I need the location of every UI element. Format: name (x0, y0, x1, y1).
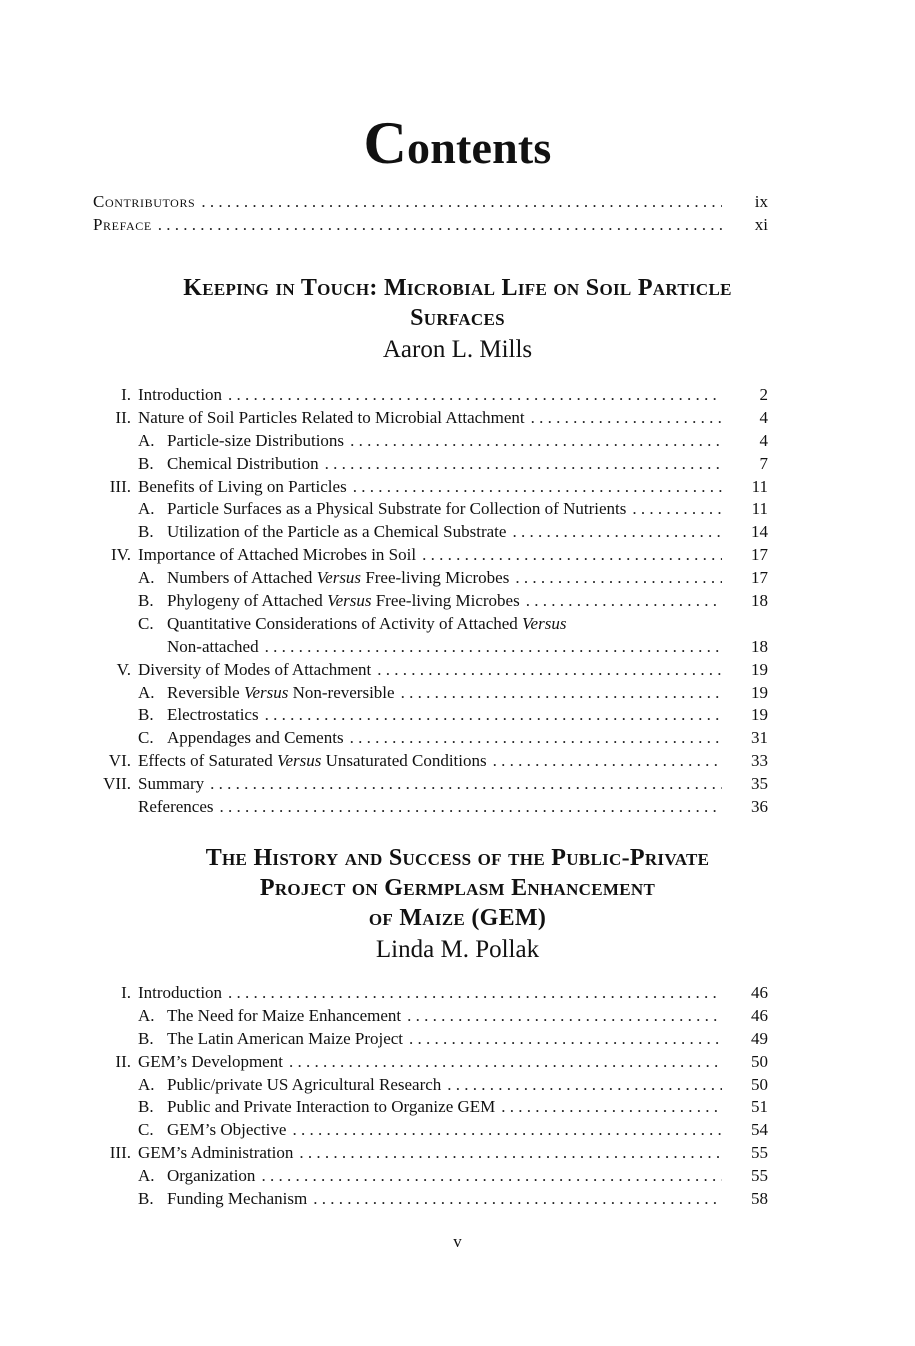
toc-entry[interactable] (100, 477, 768, 500)
toc-section-number: V. (116, 659, 131, 679)
toc-entry-title (138, 983, 222, 1003)
toc-entry[interactable] (100, 1075, 768, 1098)
dot-leader (531, 408, 722, 428)
toc-subsection-letter: B. (138, 591, 154, 611)
toc-entry-title (167, 1189, 307, 1209)
toc-entry-text: Appendages and Cements (167, 728, 344, 748)
toc-page-number: 2 (759, 385, 768, 404)
toc-entry-text: Quantitative Considerations of Activity of Attached (167, 613, 523, 633)
toc-entry-title (167, 1029, 403, 1049)
page-title (0, 108, 915, 183)
toc-section-number: III. (109, 476, 131, 496)
toc-entry-text: The Latin American Maize Project (167, 1028, 404, 1048)
toc-entry[interactable] (100, 683, 768, 706)
toc-entry[interactable] (100, 1006, 768, 1029)
toc-entry-text: Electrostatics (167, 705, 259, 725)
toc-entry-title (138, 477, 347, 497)
toc-entry[interactable] (100, 568, 768, 591)
toc-entry-text: Particle Surfaces as a Physical Substrate for Collection of Nutrients (167, 499, 627, 519)
toc-page-number: 58 (751, 1189, 768, 1209)
toc-entry-title (167, 499, 626, 519)
toc-entry-text: Free-living Microbes (371, 591, 520, 611)
toc-page-number: 54 (751, 1120, 768, 1140)
toc-entry[interactable] (100, 408, 768, 431)
toc-entry[interactable] (100, 454, 768, 477)
toc-subsection-letter: C. (138, 1120, 154, 1140)
toc-page-number: 51 (751, 1097, 768, 1117)
toc-subsection-letter: C. (138, 613, 154, 633)
toc-entry[interactable] (100, 1052, 768, 1075)
toc-entry-label: Preface (93, 215, 152, 234)
toc-entry-text: Non-reversible (288, 682, 395, 702)
toc-entry-title (167, 1075, 441, 1095)
toc-entry-italic: Versus (316, 568, 362, 588)
toc-entry-title (167, 1006, 401, 1026)
toc-entry-text: References (138, 797, 214, 817)
toc-section-number: II. (115, 1051, 131, 1071)
toc-page-number: 11 (751, 499, 768, 519)
toc-entry-title (138, 1143, 293, 1163)
toc-entry-title (138, 751, 487, 771)
toc-page-number: 46 (751, 1005, 768, 1025)
toc-subsection-letter: B. (138, 453, 154, 473)
toc-entry-title (167, 614, 566, 634)
toc-entry-text: Phylogeny of Attached (167, 591, 328, 611)
toc-page-number: 11 (751, 476, 768, 496)
toc-entry-text: Organization (167, 1166, 256, 1186)
toc-entry-text: Public and Private Interaction to Organize GEM (167, 1097, 496, 1117)
toc-subsection-letter: A. (138, 1166, 155, 1186)
dot-leader (228, 983, 722, 1003)
toc-entry-text: Funding Mechanism (167, 1189, 308, 1209)
toc-entry[interactable] (100, 1143, 768, 1166)
toc-section-number: VI. (108, 751, 131, 771)
toc-page-number: 17 (751, 545, 768, 565)
toc-entry[interactable] (100, 431, 768, 454)
toc-section-number: II. (115, 407, 131, 427)
dot-leader (299, 1143, 722, 1163)
dot-leader (493, 751, 722, 771)
toc-subsection-letter: B. (138, 1189, 154, 1209)
toc-page-number: 19 (751, 659, 768, 679)
toc-page-number: 50 (751, 1074, 768, 1094)
dot-leader (353, 477, 722, 497)
toc-entry-text: Utilization of the Particle as a Chemical Substrate (167, 522, 507, 542)
dot-leader (313, 1189, 722, 1209)
toc-page-number: 14 (751, 522, 768, 542)
toc-subsection-letter: B. (138, 1028, 154, 1048)
chapter-title-line: Keeping in Touch: Microbial Life on Soil Particle (183, 275, 732, 301)
toc-entry-text: Non-attached (167, 636, 259, 656)
dot-leader (377, 660, 722, 680)
toc-entry-title (167, 431, 344, 451)
page-folio: v (453, 1232, 462, 1251)
toc-subsection-letter: C. (138, 728, 154, 748)
toc-page-number: 4 (759, 430, 768, 450)
dot-leader (422, 545, 722, 565)
toc-entry-text: Importance of Attached Microbes in Soil (138, 545, 417, 565)
dot-leader (325, 454, 722, 474)
toc-subsection-letter: B. (138, 522, 154, 542)
dot-leader (409, 1029, 722, 1049)
dot-leader (261, 1166, 722, 1186)
toc-page-number: 55 (751, 1143, 768, 1163)
toc-entry-title (167, 454, 319, 474)
toc-entry[interactable] (100, 983, 768, 1006)
toc-entry[interactable] (100, 637, 768, 660)
dot-leader (407, 1006, 722, 1026)
toc-entry[interactable] (100, 522, 768, 545)
toc-entry-italic: Versus (243, 682, 289, 702)
toc-page-number: ix (754, 192, 768, 211)
toc-entry-text: GEM’s Objective (167, 1120, 287, 1140)
toc-entry[interactable] (100, 1166, 768, 1189)
toc-entry-text: Introduction (138, 385, 223, 404)
toc-entry-title (167, 568, 509, 588)
dot-leader (632, 499, 722, 519)
toc-entry-text: GEM’s Development (138, 1051, 283, 1071)
toc-entry-title (167, 683, 395, 703)
toc-subsection-letter: A. (138, 682, 155, 702)
dot-leader (350, 728, 722, 748)
toc-page-number: 31 (751, 728, 768, 748)
toc-entry[interactable] (100, 660, 768, 683)
toc-subsection-letter: A. (138, 1005, 155, 1025)
toc-page-number: 50 (751, 1051, 768, 1071)
toc-entry[interactable] (100, 1189, 768, 1212)
chapter-2-heading (0, 843, 915, 967)
toc-page-number: 7 (759, 453, 768, 473)
toc-page-number: 35 (751, 774, 768, 794)
toc-subsection-letter: A. (138, 499, 155, 519)
toc-entry[interactable] (100, 705, 768, 728)
toc-page-number: 18 (751, 591, 768, 611)
dot-leader (515, 568, 722, 588)
toc-entry-title (138, 774, 204, 794)
toc-entry-italic: Versus (276, 751, 322, 771)
toc-entry[interactable] (100, 1029, 768, 1052)
toc-section-number: III. (109, 1143, 131, 1163)
title-rest: ontents (407, 122, 552, 173)
toc-entry-title (167, 1097, 495, 1117)
toc-entry-italic: Versus (327, 591, 372, 611)
toc-section-number: I. (121, 385, 131, 404)
toc-page-number: 4 (759, 407, 768, 427)
toc-entry-title (167, 728, 344, 748)
toc-entry[interactable] (100, 797, 768, 820)
dot-leader (292, 1120, 722, 1140)
toc-entry-preface[interactable] (93, 215, 768, 238)
toc-entry-contributors[interactable] (93, 192, 768, 215)
front-matter-list (93, 192, 768, 238)
toc-entry-title (167, 637, 259, 657)
toc-entry[interactable] (100, 591, 768, 614)
dot-leader (501, 1097, 722, 1117)
toc-entry-title (138, 797, 214, 817)
toc-entry-text: Benefits of Living on Particles (138, 476, 347, 496)
chapter-1-title[interactable] (78, 273, 838, 333)
chapter-title-line: Project on Germplasm Enhancement (259, 875, 656, 901)
toc-entry-title (138, 408, 525, 428)
dot-leader (265, 637, 722, 657)
title-initial: C (363, 110, 407, 176)
dot-leader (350, 431, 722, 451)
toc-entry-text: Diversity of Modes of Attachment (138, 659, 372, 679)
toc-entry-title (167, 591, 520, 611)
dot-leader (526, 591, 722, 611)
toc-subsection-letter: B. (138, 705, 154, 725)
toc-entry-title (138, 660, 371, 680)
toc-entry-text: Unsaturated Conditions (321, 751, 487, 771)
dot-leader (201, 192, 722, 212)
toc-entry[interactable] (100, 1120, 768, 1143)
dot-leader (265, 705, 722, 725)
chapter-1-heading (0, 273, 915, 367)
toc-entry-text: Summary (138, 774, 205, 794)
toc-entry-title (138, 1052, 283, 1072)
chapter-1-toc (100, 385, 768, 820)
toc-entry-title (167, 522, 506, 542)
dot-leader (512, 522, 722, 542)
toc-page-number: 19 (751, 682, 768, 702)
toc-entry-text: GEM’s Administration (138, 1143, 294, 1163)
toc-entry[interactable] (100, 1097, 768, 1120)
toc-entry-text: Particle-size Distributions (167, 430, 345, 450)
dot-leader (447, 1075, 722, 1095)
toc-subsection-letter: B. (138, 1097, 154, 1117)
toc-entry-text: Numbers of Attached (167, 568, 317, 588)
toc-section-number: IV. (111, 545, 131, 565)
toc-page-number: 19 (751, 705, 768, 725)
toc-entry-italic: Versus (522, 613, 567, 633)
toc-entry[interactable] (100, 499, 768, 522)
toc-entry[interactable] (100, 385, 768, 408)
toc-entry-text: Reversible (167, 682, 244, 702)
dot-leader (210, 774, 722, 794)
toc-entry[interactable] (100, 545, 768, 568)
toc-page-number: 49 (751, 1028, 768, 1048)
toc-entry[interactable] (100, 751, 768, 774)
toc-entry-label: Contributors (93, 192, 196, 211)
dot-leader (289, 1052, 722, 1072)
toc-page-number: 33 (751, 751, 768, 771)
dot-leader (220, 797, 722, 817)
toc-page-number: 55 (751, 1166, 768, 1186)
toc-page-number: 17 (751, 568, 768, 588)
toc-subsection-letter: A. (138, 430, 155, 450)
chapter-2-toc (100, 983, 768, 1212)
toc-entry-text: Effects of Saturated (138, 751, 277, 771)
toc-subsection-letter: A. (138, 1074, 155, 1094)
toc-entry-title (167, 1166, 255, 1186)
toc-page-number: 36 (751, 797, 768, 817)
toc-entry[interactable] (100, 614, 768, 637)
toc-entry-text: The Need for Maize Enhancement (167, 1005, 402, 1025)
dot-leader (158, 215, 722, 235)
chapter-2-title[interactable] (78, 843, 838, 933)
toc-section-number: I. (121, 983, 131, 1002)
toc-page-number: xi (754, 215, 768, 234)
toc-entry-title (167, 705, 259, 725)
chapter-1-author: Aaron L. Mills (382, 336, 533, 363)
toc-entry[interactable] (100, 728, 768, 751)
toc-entry-text: Introduction (138, 983, 223, 1002)
toc-entry-text: Chemical Distribution (167, 453, 319, 473)
toc-entry-title (167, 1120, 286, 1140)
dot-leader (228, 385, 722, 405)
toc-page-number: 18 (751, 636, 768, 656)
toc-entry-title (138, 545, 416, 565)
toc-entry-text: Nature of Soil Particles Related to Microbial Attachment (138, 407, 525, 427)
toc-entry[interactable] (100, 774, 768, 797)
dot-leader (401, 683, 722, 703)
toc-entry-text: Free-living Microbes (361, 568, 510, 588)
toc-entry-text: Public/private US Agricultural Research (167, 1074, 442, 1094)
toc-page-number: 46 (751, 983, 768, 1002)
toc-entry-title (138, 385, 222, 405)
chapter-2-author: Linda M. Pollak (375, 936, 540, 963)
chapter-title-line: Surfaces (410, 305, 505, 331)
toc-subsection-letter: A. (138, 568, 155, 588)
chapter-title-line: The History and Success of the Public-Private (205, 845, 710, 871)
chapter-title-line: of Maize (GEM) (368, 905, 547, 931)
toc-section-number: VII. (103, 774, 131, 794)
